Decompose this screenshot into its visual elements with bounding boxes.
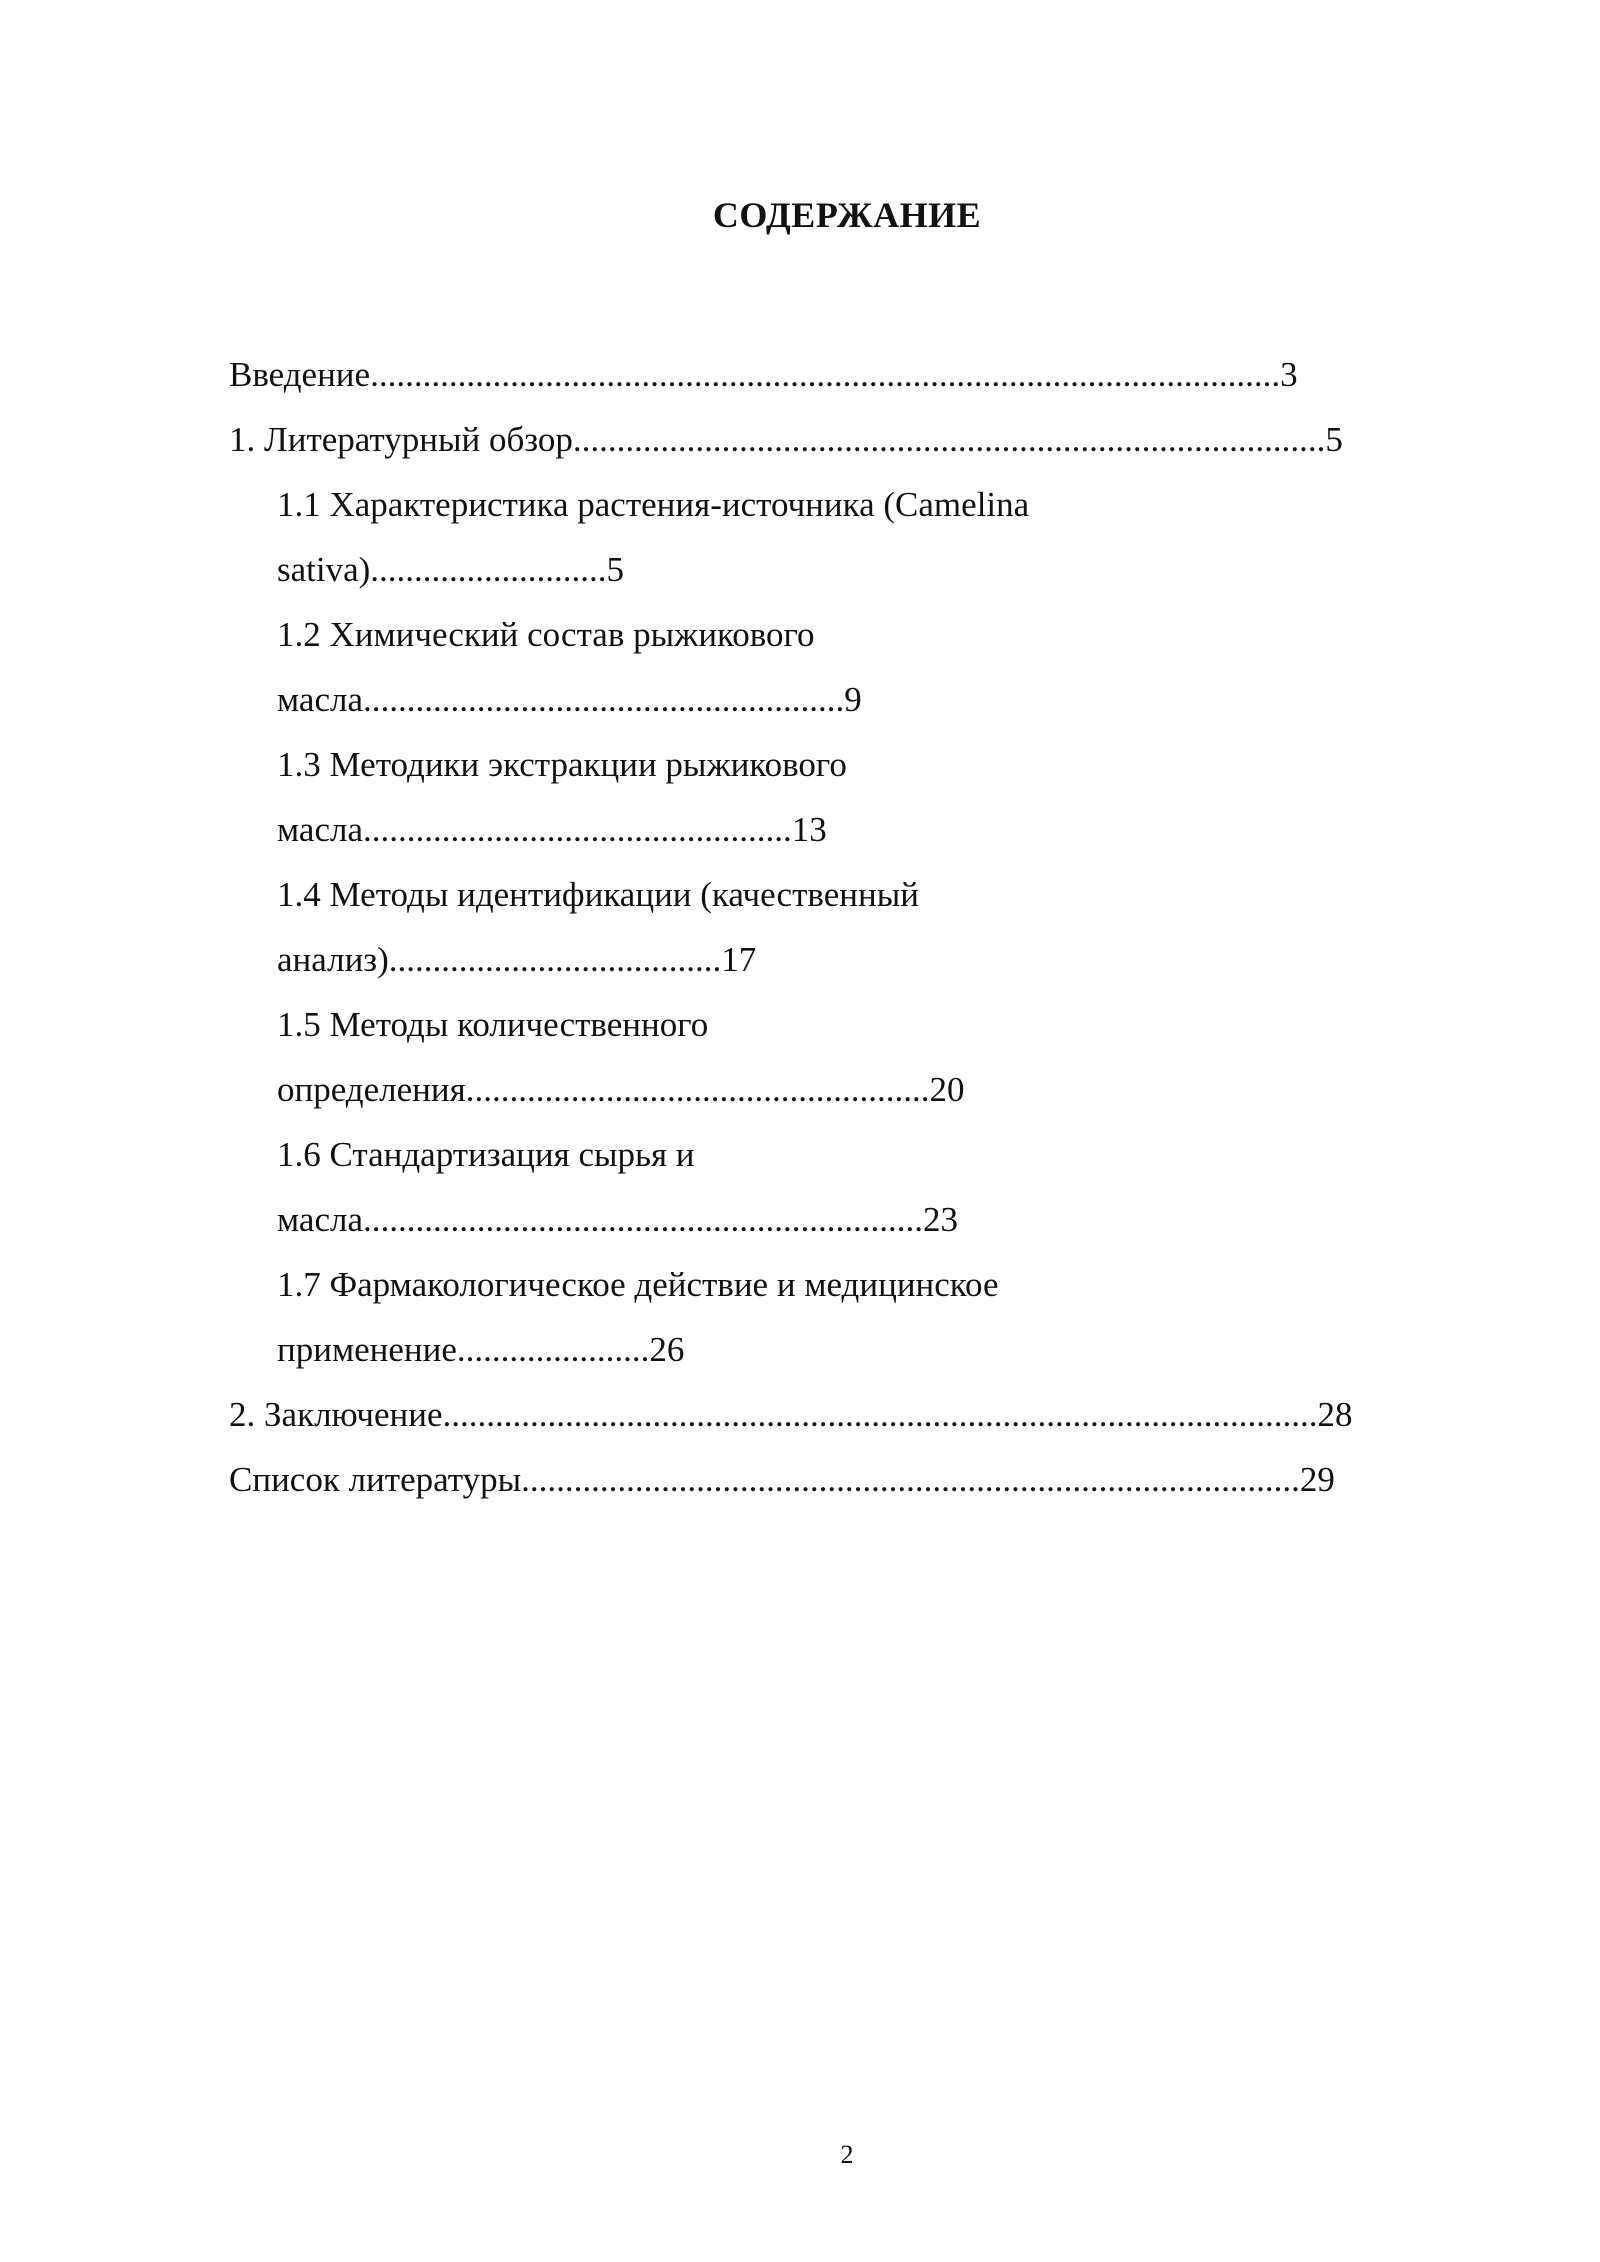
toc-entry-1-4-cont: анализ)......................................17 [277,940,757,979]
toc-entry-1-6: 1.6 Стандартизация сырья и [277,1135,695,1174]
toc-entry-1-1: 1.1 Характеристика растения-источника (Camelina [277,485,1030,524]
toc-entry-conclusion: 2. Заключение....................................................................................................28 [229,1395,1353,1434]
toc-entry-1-5-cont: определения.....................................................20 [277,1070,965,1109]
toc-entry-1-3: 1.3 Методики экстракции рыжикового [277,745,847,784]
page-title: СОДЕРЖАНИЕ [712,195,982,235]
toc-entry-introduction: Введение........................................................................................................3 [229,355,1298,394]
toc-entry-literature-review: 1. Литературный обзор......................................................................................5 [229,420,1343,459]
page-number: 2 [840,2140,854,2169]
toc-entry-1-7: 1.7 Фармакологическое действие и медицинское [277,1265,999,1304]
toc-entry-1-3-cont: масла.................................................13 [277,810,827,849]
toc-entry-1-7-cont: применение......................26 [277,1330,685,1369]
toc-entry-1-2: 1.2 Химический состав рыжикового [277,615,815,654]
toc-entry-1-1-cont: sativa)...........................5 [277,550,625,589]
toc-entry-1-6-cont: масла................................................................23 [277,1200,958,1239]
toc-entry-references: Список литературы.........................................................................................29 [229,1460,1335,1499]
toc-entry-1-4: 1.4 Методы идентификации (качественный [277,875,919,914]
toc-entry-1-2-cont: масла.......................................................9 [277,680,862,719]
toc-entry-1-5: 1.5 Методы количественного [277,1005,709,1044]
